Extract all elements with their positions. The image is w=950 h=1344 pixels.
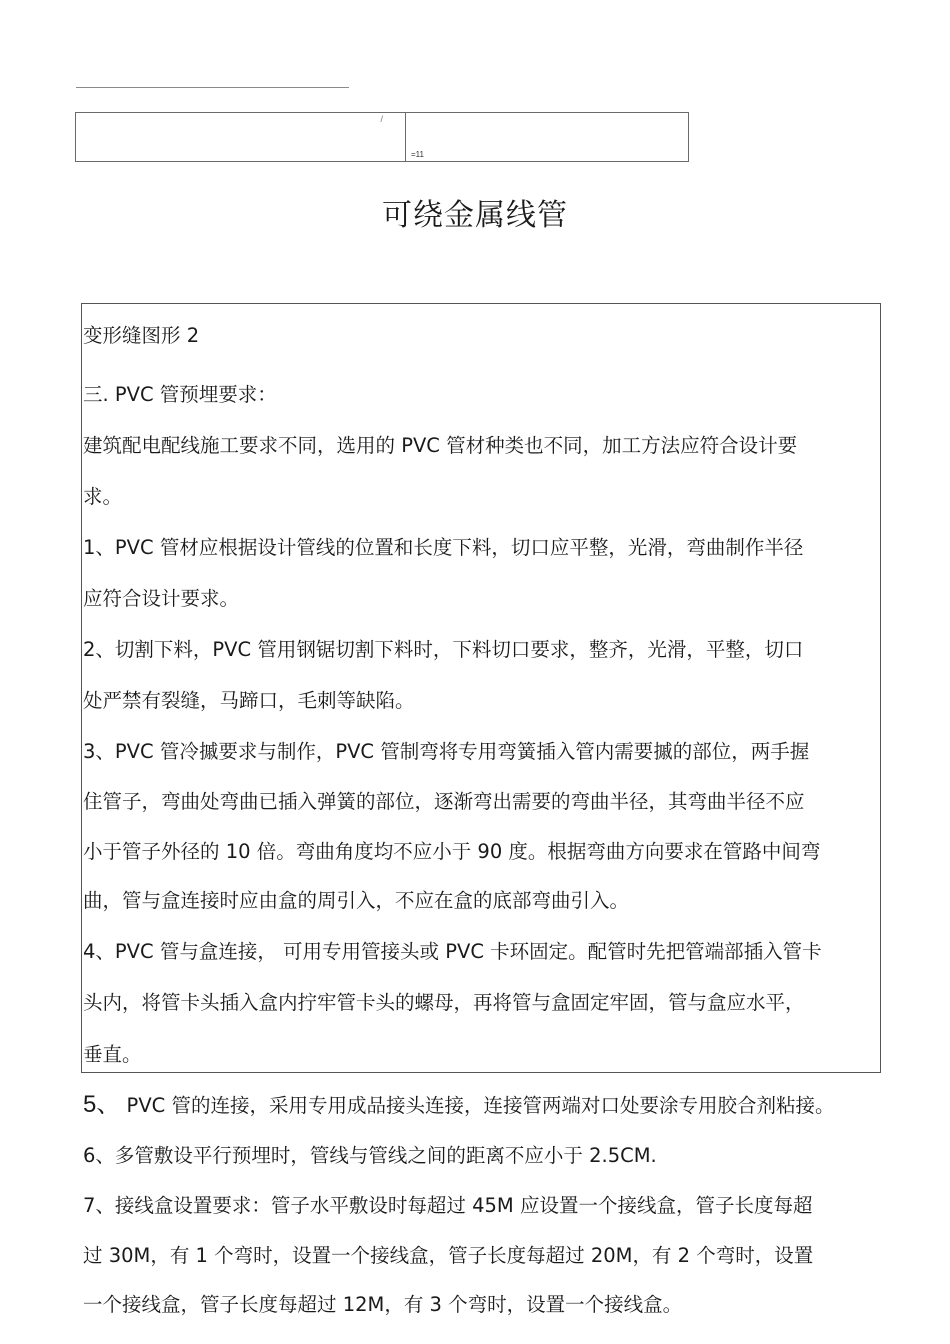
header-table (75, 112, 689, 162)
paragraph-line: 4、PVC 管与盒连接， 可用专用管接头或 PVC 卡环固定。配管时先把管端部插入管卡 (83, 940, 822, 963)
top-rule (76, 87, 349, 88)
document-title: 可绕金属线管 (382, 198, 568, 233)
paragraph-line: 1、PVC 管材应根据设计管线的位置和长度下料，切口应平整，光滑，弯曲制作半径 (83, 536, 804, 559)
paragraph-line: 垂直。 (83, 1043, 142, 1066)
slash-mark: / (380, 114, 383, 124)
paragraph-line: 处严禁有裂缝，马蹄口，毛刺等缺陷。 (83, 689, 415, 712)
item-text: PVC 管的连接，采用专用成品接头连接，连接管两端对口处要涂专用胶合剂粘接。 (120, 1094, 835, 1117)
paragraph-line: 求。 (83, 485, 123, 508)
eq-mark: =11 (411, 150, 424, 159)
paragraph-line: 曲，管与盒连接时应由盒的周引入，不应在盒的底部弯曲引入。 (83, 889, 630, 912)
paragraph-line: 2、切割下料，PVC 管用钢锯切割下料时，下料切口要求，整齐，光滑，平整，切口 (83, 638, 804, 661)
paragraph-line: 应符合设计要求。 (83, 587, 240, 610)
paragraph-line: 3、PVC 管冷摵要求与制作，PVC 管制弯将专用弯簧插入管内需要摵的部位，两手握 (83, 740, 810, 763)
paragraph-line: 7、接线盒设置要求：管子水平敷设时每超过 45M 应设置一个接线盒，管子长度每超 (83, 1194, 813, 1217)
header-cell-left (76, 113, 406, 161)
header-cell-right (406, 113, 688, 161)
item-number: 5、 (83, 1091, 121, 1118)
paragraph-line: 住管子，弯曲处弯曲已插入弹簧的部位，逐渐弯出需要的弯曲半径，其弯曲半径不应 (83, 790, 805, 813)
section-heading: 三. PVC 管预埋要求： (83, 383, 277, 406)
paragraph-line: 建筑配电配线施工要求不同，选用的 PVC 管材种类也不同，加工方法应符合设计要 (83, 434, 798, 457)
figure-caption: 变形缝图形 2 (83, 324, 200, 347)
paragraph-line-5 (83, 1092, 834, 1119)
paragraph-line: 小于管子外径的 10 倍。弯曲角度均不应小于 90 度。根据弯曲方向要求在管路中间弯 (83, 840, 821, 863)
paragraph-line: 过 30M，有 1 个弯时，设置一个接线盒，管子长度每超过 20M，有 2 个弯时，设置 (83, 1244, 814, 1267)
paragraph-line: 6、多管敷设平行预埋时，管线与管线之间的距离不应小于 2.5CM. (83, 1144, 657, 1167)
paragraph-line: 头内，将管卡头插入盒内拧牢管卡头的螺母，再将管与盒固定牢固，管与盒应水平， (83, 991, 805, 1014)
paragraph-line: 一个接线盒，管子长度每超过 12M，有 3 个弯时，设置一个接线盒。 (83, 1293, 683, 1316)
